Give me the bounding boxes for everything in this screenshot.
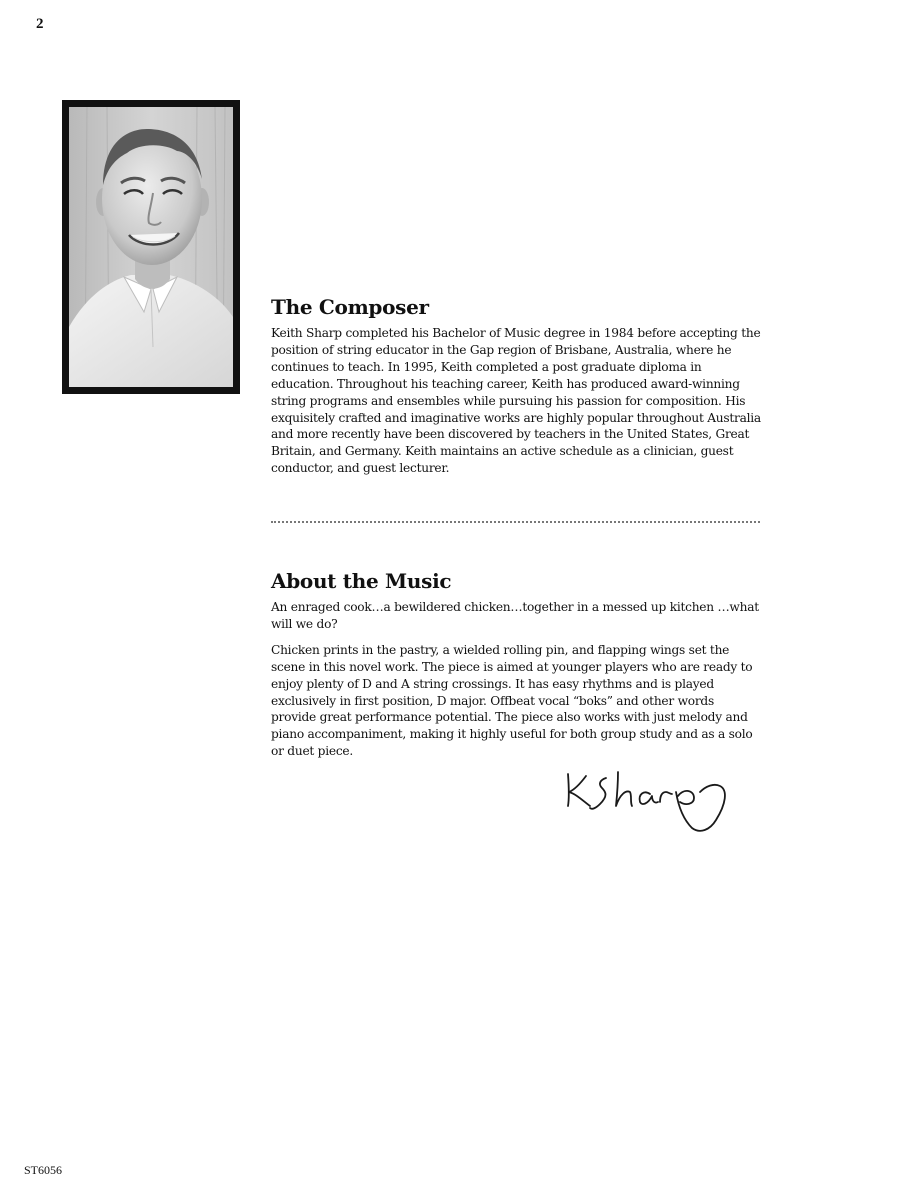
catalog-code: ST6056 (24, 1163, 63, 1177)
composer-section (271, 295, 761, 477)
about-section (271, 569, 761, 760)
composer-heading: The Composer (271, 295, 429, 319)
about-heading: About the Music (271, 569, 452, 593)
section-divider (271, 521, 760, 523)
about-intro: An enraged cook…a bewildered chicken…together in a messed up kitchen …what will we do? (271, 600, 759, 631)
composer-photo (69, 107, 233, 387)
composer-signature (560, 764, 760, 836)
composer-photo-frame (62, 100, 240, 394)
composer-bio: Keith Sharp completed his Bachelor of Music degree in 1984 before accepting the position of string educator in the Gap region of Brisbane, Australia, where he continues to teach. In 1995, Keith completed a post graduate diploma in education. Throughout his teaching career, Keith has produced award-winning string programs and ensembles while pursuing his passion for composition. His exquisitely crafted and imaginative works are highly popular throughout Australia and more recently have been discovered by teachers in the United States, Great Britain, and Germany. Keith maintains an active schedule as a clinician, guest conductor, and guest lecturer. (271, 326, 761, 476)
page-number: 2 (36, 16, 44, 32)
about-description: Chicken prints in the pastry, a wielded rolling pin, and flapping wings set the scene in this novel work. The piece is aimed at younger players who are ready to enjoy plenty of D and A string crossings. It has easy rhythms and is played exclusively in first position, D major. Offbeat vocal “boks” and other words provide great performance potential. The piece also works with just melody and piano accompaniment, making it highly useful for both group study and as a solo or duet piece. (271, 642, 753, 759)
